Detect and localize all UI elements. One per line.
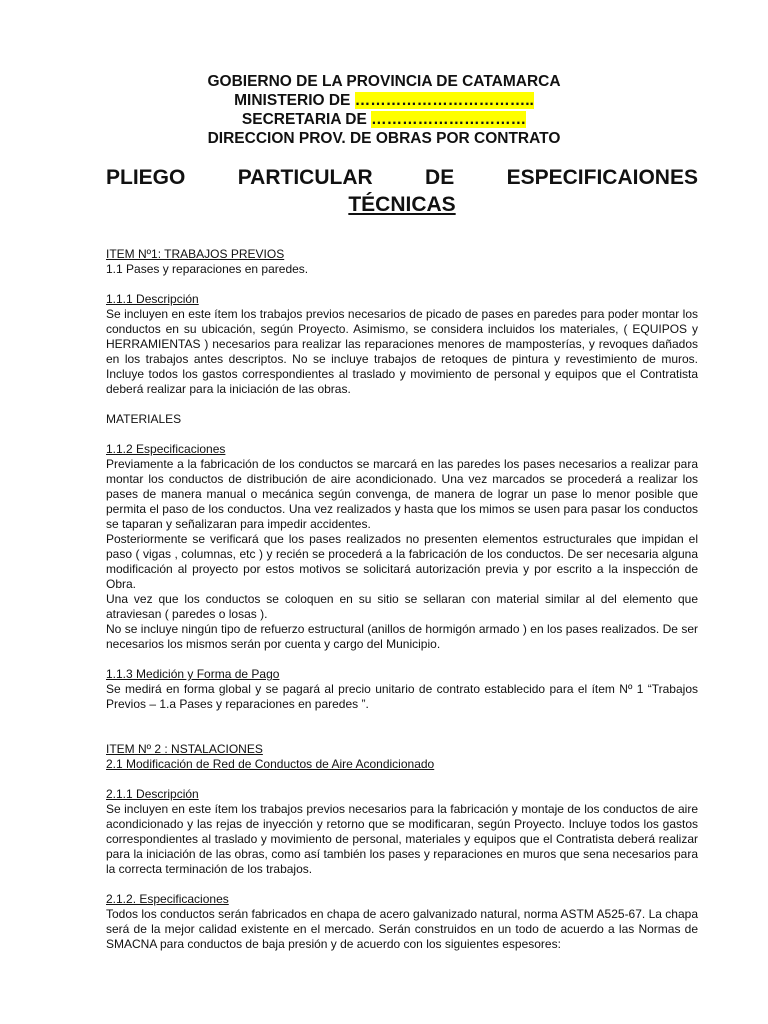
item1-payment-text: Se medirá en forma global y se pagará al precio unitario de contrato establecido para el ítem Nº 1 “Trabajos Previos – 1.a Pases y reparaciones en paredes ”. [106,682,698,711]
header-secretariat-blank: ………………………… [371,111,527,128]
item1-spec-paragraph: Posteriormente se verificará que los pases realizados no presenten elementos estructurales que impidan el paso ( vigas , columnas, etc ) y recién se procederá a la fabricación de los conductos. De ser necesaria alguna modificación al proyecto por estos motivos se solicitará autorización previa y por escrito a la inspección de Obra. [106,532,698,591]
item1-heading: ITEM Nº1: TRABAJOS PREVIOS [106,247,285,261]
header-ministry-blank: …………………………….. [354,92,534,109]
header-direction: DIRECCION PROV. DE OBRAS POR CONTRATO [207,130,561,147]
item1-spec-paragraph: Previamente a la fabricación de los conductos se marcará en las paredes los pases necesarios a realizar para montar los conductos de distribución de aire acondicionado. Una vez marcados se procederá a realizar los pases de manera manual o mecánica según convenga, de manera de lograr un pase lo menor posible que permita el paso de los conductos. Una vez realizados y hasta que los mimos se usen para pasar los conductos se taparan y señalizaran para impedir accidentes. [106,457,698,531]
document-header [0,72,768,148]
item2-spec-text: Todos los conductos serán fabricados en chapa de acero galvanizado natural, norma ASTM A525-67. La chapa será de la mejor calidad existente en el mercado. Serán construidos en un todo de acuerdo a las Normas de SMACNA para conductos de baja presión y de acuerdo con los siguientes espesores: [106,907,698,951]
title-word: DE [425,166,455,189]
item1-description-text: Se incluyen en este ítem los trabajos previos necesarios de picado de pases en paredes para poder montar los conductos en su ubicación, según Proyecto. Asimismo, se considera incluidos los materiales, ( EQUIPOS y HERRAMIENTAS ) necesarios para realizar las reparaciones menores de mamposterías, y revoques dañados en los trabajos antes descriptos. No se incluye trabajos de retoques de pintura y revestimiento de muros. Incluye todos los gastos correspondientes al traslado y movimiento de personal y equipos que el Contratista deberá realizar para la iniciación de las obras. [106,307,698,396]
title-line-2: TÉCNICAS [348,193,456,216]
title-word: PLIEGO [106,166,186,189]
item1-spec-paragraph: No se incluye ningún tipo de refuerzo estructural (anillos de hormigón armado ) en los pases realizados. De ser necesarios los mismos serán por cuenta y cargo del Municipio. [106,622,698,651]
title-word: PARTICULAR [237,166,373,189]
item2-description-text: Se incluyen en este ítem los trabajos previos necesarios para la fabricación y montaje de los conductos de aire acondicionado y las rejas de inyección y retorno que se modificaran, según Proyecto. Incluye todos los gastos correspondientes al traslado y movimiento de personal, materiales y equipos que el Contratista deberá realizar para la iniciación de las obras, como así también los pases y reparaciones en muros que sena necesarios para la correcta terminación de los trabajos. [106,802,698,876]
header-secretariat [0,110,768,129]
item2-subheading: 2.1 Modificación de Red de Conductos de Aire Acondicionado [106,757,435,771]
item1-description-heading: 1.1.1 Descripción [106,292,199,306]
header-government: GOBIERNO DE LA PROVINCIA DE CATAMARCA [207,73,561,90]
item1-spec-paragraph: Una vez que los conductos se coloquen en su sitio se sellaran con material similar al del elemento que atraviesan ( paredes o losas ). [106,592,698,621]
header-ministry-label: MINISTERIO DE [234,92,355,109]
item1-payment-heading: 1.1.3 Medición y Forma de Pago [106,667,280,681]
title-word: ESPECIFICAIONES [506,166,698,189]
header-secretariat-label: SECRETARIA DE [241,111,372,128]
document-body [106,247,698,952]
item2-specifications-heading: 2.1.2. Especificaciones [106,892,229,906]
item1-subheading: 1.1 Pases y reparaciones en paredes. [106,262,309,276]
item2-heading: ITEM Nº 2 : NSTALACIONES [106,742,263,756]
header-ministry [0,91,768,110]
item1-materials-label: MATERIALES [106,412,182,426]
item2-description-heading: 2.1.1 Descripción [106,787,199,801]
item1-specifications-heading: 1.1.2 Especificaciones [106,442,226,456]
title-line-1 [106,164,698,191]
document-title [106,164,698,218]
